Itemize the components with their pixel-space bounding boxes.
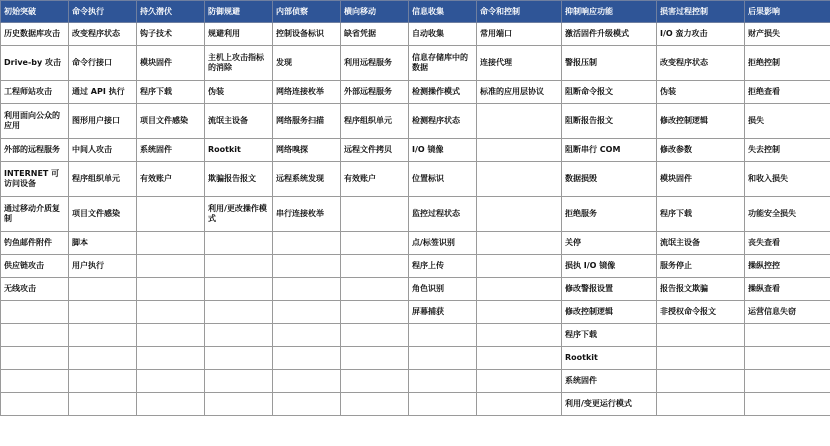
table-cell [137, 301, 205, 324]
table-cell: 主机上攻击指标的消除 [205, 46, 273, 81]
table-cell: 改变程序状态 [657, 46, 745, 81]
table-cell: 程序组织单元 [69, 162, 137, 197]
table-cell: 控制设备标识 [273, 23, 341, 46]
table-cell: 操纵查看 [745, 278, 830, 301]
table-cell: 运营信息失窃 [745, 301, 830, 324]
table-cell [273, 301, 341, 324]
table-cell: 钓鱼邮件附件 [1, 232, 69, 255]
table-cell [341, 370, 409, 393]
table-cell: 网络服务扫描 [273, 104, 341, 139]
table-cell: 位置标识 [409, 162, 477, 197]
table-cell: 报告报文欺骗 [657, 278, 745, 301]
table-cell [205, 324, 273, 347]
table-cell [477, 278, 562, 301]
table-cell [477, 370, 562, 393]
table-cell: 流氓主设备 [205, 104, 273, 139]
column-header: 抑制响应功能 [562, 1, 657, 23]
table-cell: 外部的远程服务 [1, 139, 69, 162]
table-header-row [1, 1, 830, 23]
table-cell: 失去控制 [745, 139, 830, 162]
table-cell: 修改控制逻辑 [657, 104, 745, 139]
table-cell [477, 255, 562, 278]
table-row [1, 104, 830, 139]
table-cell: 损执 I/O 镜像 [562, 255, 657, 278]
table-cell: 历史数据库攻击 [1, 23, 69, 46]
table-cell [341, 347, 409, 370]
table-cell: 信息存储库中的数据 [409, 46, 477, 81]
table-cell [657, 324, 745, 347]
table-cell: 用户执行 [69, 255, 137, 278]
table-cell [273, 324, 341, 347]
table-cell [69, 347, 137, 370]
column-header: 后果影响 [745, 1, 830, 23]
table-cell: 阻断报告报文 [562, 104, 657, 139]
table-cell: 工程师站攻击 [1, 81, 69, 104]
table-cell: 系统固件 [137, 139, 205, 162]
table-cell [341, 393, 409, 416]
column-header: 横向移动 [341, 1, 409, 23]
table-cell [205, 370, 273, 393]
table-cell: 财产损失 [745, 23, 830, 46]
table-cell [137, 393, 205, 416]
table-cell: 缺省凭据 [341, 23, 409, 46]
table-row [1, 46, 830, 81]
table-cell: 检测操作模式 [409, 81, 477, 104]
table-cell: 操纵控控 [745, 255, 830, 278]
table-cell [745, 324, 830, 347]
table-cell: 系统固件 [562, 370, 657, 393]
table-row [1, 232, 830, 255]
column-header: 信息收集 [409, 1, 477, 23]
table-cell [477, 393, 562, 416]
table-cell: 无线攻击 [1, 278, 69, 301]
table-cell: 钩子技术 [137, 23, 205, 46]
table-cell: 服务停止 [657, 255, 745, 278]
table-cell: 项目文件感染 [69, 197, 137, 232]
table-cell: 模块固件 [657, 162, 745, 197]
table-row [1, 278, 830, 301]
table-cell: 伪装 [657, 81, 745, 104]
table-cell [477, 139, 562, 162]
table-cell: 拒绝服务 [562, 197, 657, 232]
table-cell [69, 370, 137, 393]
table-cell: 和收入损失 [745, 162, 830, 197]
table-cell: 图形用户接口 [69, 104, 137, 139]
table-cell: 阻断串行 COM [562, 139, 657, 162]
table-cell [137, 324, 205, 347]
table-cell [1, 324, 69, 347]
column-header: 命令执行 [69, 1, 137, 23]
table-cell: 损失 [745, 104, 830, 139]
table-cell: 激活固件升级模式 [562, 23, 657, 46]
table-cell [205, 255, 273, 278]
table-cell: 利用远程服务 [341, 46, 409, 81]
table-cell: 网络嗅探 [273, 139, 341, 162]
table-cell: 串行连接枚举 [273, 197, 341, 232]
table-cell [341, 197, 409, 232]
table-cell: I/O 蛮力攻击 [657, 23, 745, 46]
table-cell: 远程系统发现 [273, 162, 341, 197]
table-row [1, 393, 830, 416]
table-cell [477, 301, 562, 324]
table-cell: 警报压制 [562, 46, 657, 81]
table-cell [137, 232, 205, 255]
table-cell: 利用/变更运行模式 [562, 393, 657, 416]
table-cell: 监控过程状态 [409, 197, 477, 232]
table-cell: 屏幕捕获 [409, 301, 477, 324]
table-cell [341, 255, 409, 278]
column-header: 持久潜伏 [137, 1, 205, 23]
table-cell: 伪装 [205, 81, 273, 104]
table-cell [137, 255, 205, 278]
table-cell [409, 324, 477, 347]
table-cell: 程序下载 [562, 324, 657, 347]
table-cell [341, 278, 409, 301]
table-cell: 检测程序状态 [409, 104, 477, 139]
table-row [1, 255, 830, 278]
table-cell [1, 370, 69, 393]
table-cell: 自动收集 [409, 23, 477, 46]
table-cell: 中间人攻击 [69, 139, 137, 162]
table-cell: 修改参数 [657, 139, 745, 162]
table-cell: 数据损毁 [562, 162, 657, 197]
table-cell [477, 232, 562, 255]
table-cell: 命令行接口 [69, 46, 137, 81]
table-cell: 改变程序状态 [69, 23, 137, 46]
table-cell [1, 347, 69, 370]
table-cell: 通过 API 执行 [69, 81, 137, 104]
table-cell [477, 104, 562, 139]
table-cell: 发现 [273, 46, 341, 81]
table-row [1, 324, 830, 347]
table-cell [69, 278, 137, 301]
table-cell: 规避利用 [205, 23, 273, 46]
table-cell: 程序组织单元 [341, 104, 409, 139]
column-header: 命令和控制 [477, 1, 562, 23]
table-cell [1, 301, 69, 324]
table-cell: 拒绝控制 [745, 46, 830, 81]
table-cell [341, 324, 409, 347]
table-cell [137, 197, 205, 232]
table-row [1, 139, 830, 162]
table-cell: 连接代理 [477, 46, 562, 81]
table-cell: I/O 镜像 [409, 139, 477, 162]
table-cell [477, 347, 562, 370]
table-cell: Rootkit [205, 139, 273, 162]
table-cell [205, 278, 273, 301]
table-cell: 关停 [562, 232, 657, 255]
table-row [1, 301, 830, 324]
table-cell: 通过移动介质复制 [1, 197, 69, 232]
table-cell: 欺骗报告报文 [205, 162, 273, 197]
table-cell [477, 197, 562, 232]
table-cell [137, 278, 205, 301]
table-cell [273, 347, 341, 370]
table-cell: 非授权命令报文 [657, 301, 745, 324]
table-cell [137, 370, 205, 393]
column-header: 损害过程控制 [657, 1, 745, 23]
table-cell [205, 393, 273, 416]
table-cell [745, 393, 830, 416]
table-cell [69, 301, 137, 324]
table-cell: 有效账户 [137, 162, 205, 197]
table-cell [477, 162, 562, 197]
table-cell: 程序上传 [409, 255, 477, 278]
table-cell: 修改控制逻辑 [562, 301, 657, 324]
table-cell [745, 370, 830, 393]
table-row [1, 81, 830, 104]
table-cell: 点/标签识别 [409, 232, 477, 255]
column-header: 初始突破 [1, 1, 69, 23]
table-cell: 流氓主设备 [657, 232, 745, 255]
table-cell [1, 393, 69, 416]
table-cell: 项目文件感染 [137, 104, 205, 139]
table-cell [69, 324, 137, 347]
table-cell [273, 232, 341, 255]
table-cell [137, 347, 205, 370]
table-row [1, 347, 830, 370]
table-cell: 模块固件 [137, 46, 205, 81]
table-cell: INTERNET 可访问设备 [1, 162, 69, 197]
table-cell: 利用/更改操作模式 [205, 197, 273, 232]
table-cell [745, 347, 830, 370]
table-cell: 供应链攻击 [1, 255, 69, 278]
table-cell [657, 393, 745, 416]
table-cell: 有效账户 [341, 162, 409, 197]
table-body [1, 23, 830, 416]
table-cell: 脚本 [69, 232, 137, 255]
table-cell: 远程文件拷贝 [341, 139, 409, 162]
table-cell: 程序下载 [137, 81, 205, 104]
table-cell: Drive-by 攻击 [1, 46, 69, 81]
table-cell [273, 255, 341, 278]
table-row [1, 370, 830, 393]
table-cell: 拒绝查看 [745, 81, 830, 104]
table-cell: 丧失查看 [745, 232, 830, 255]
table-cell: 角色识别 [409, 278, 477, 301]
table-cell [205, 301, 273, 324]
table-cell [341, 232, 409, 255]
column-header: 防御规避 [205, 1, 273, 23]
table-cell [69, 393, 137, 416]
table-cell [205, 347, 273, 370]
table-cell: 标准的应用层协议 [477, 81, 562, 104]
table-row [1, 23, 830, 46]
table-cell: 网络连接枚举 [273, 81, 341, 104]
table-cell: Rootkit [562, 347, 657, 370]
column-header: 内部侦察 [273, 1, 341, 23]
table-cell: 利用面向公众的应用 [1, 104, 69, 139]
table-cell: 外部远程服务 [341, 81, 409, 104]
table-cell [409, 393, 477, 416]
table-cell: 常用端口 [477, 23, 562, 46]
table-cell [273, 393, 341, 416]
table-cell [657, 347, 745, 370]
table-row [1, 197, 830, 232]
table-cell [409, 370, 477, 393]
table-row [1, 162, 830, 197]
table-cell: 阻断命令报文 [562, 81, 657, 104]
table-cell: 功能安全损失 [745, 197, 830, 232]
table-cell [657, 370, 745, 393]
table-cell: 程序下载 [657, 197, 745, 232]
table-cell: 修改警报设置 [562, 278, 657, 301]
table-cell [341, 301, 409, 324]
table-cell [409, 347, 477, 370]
table-cell [273, 278, 341, 301]
table-cell [477, 324, 562, 347]
table-cell [205, 232, 273, 255]
table-cell [273, 370, 341, 393]
